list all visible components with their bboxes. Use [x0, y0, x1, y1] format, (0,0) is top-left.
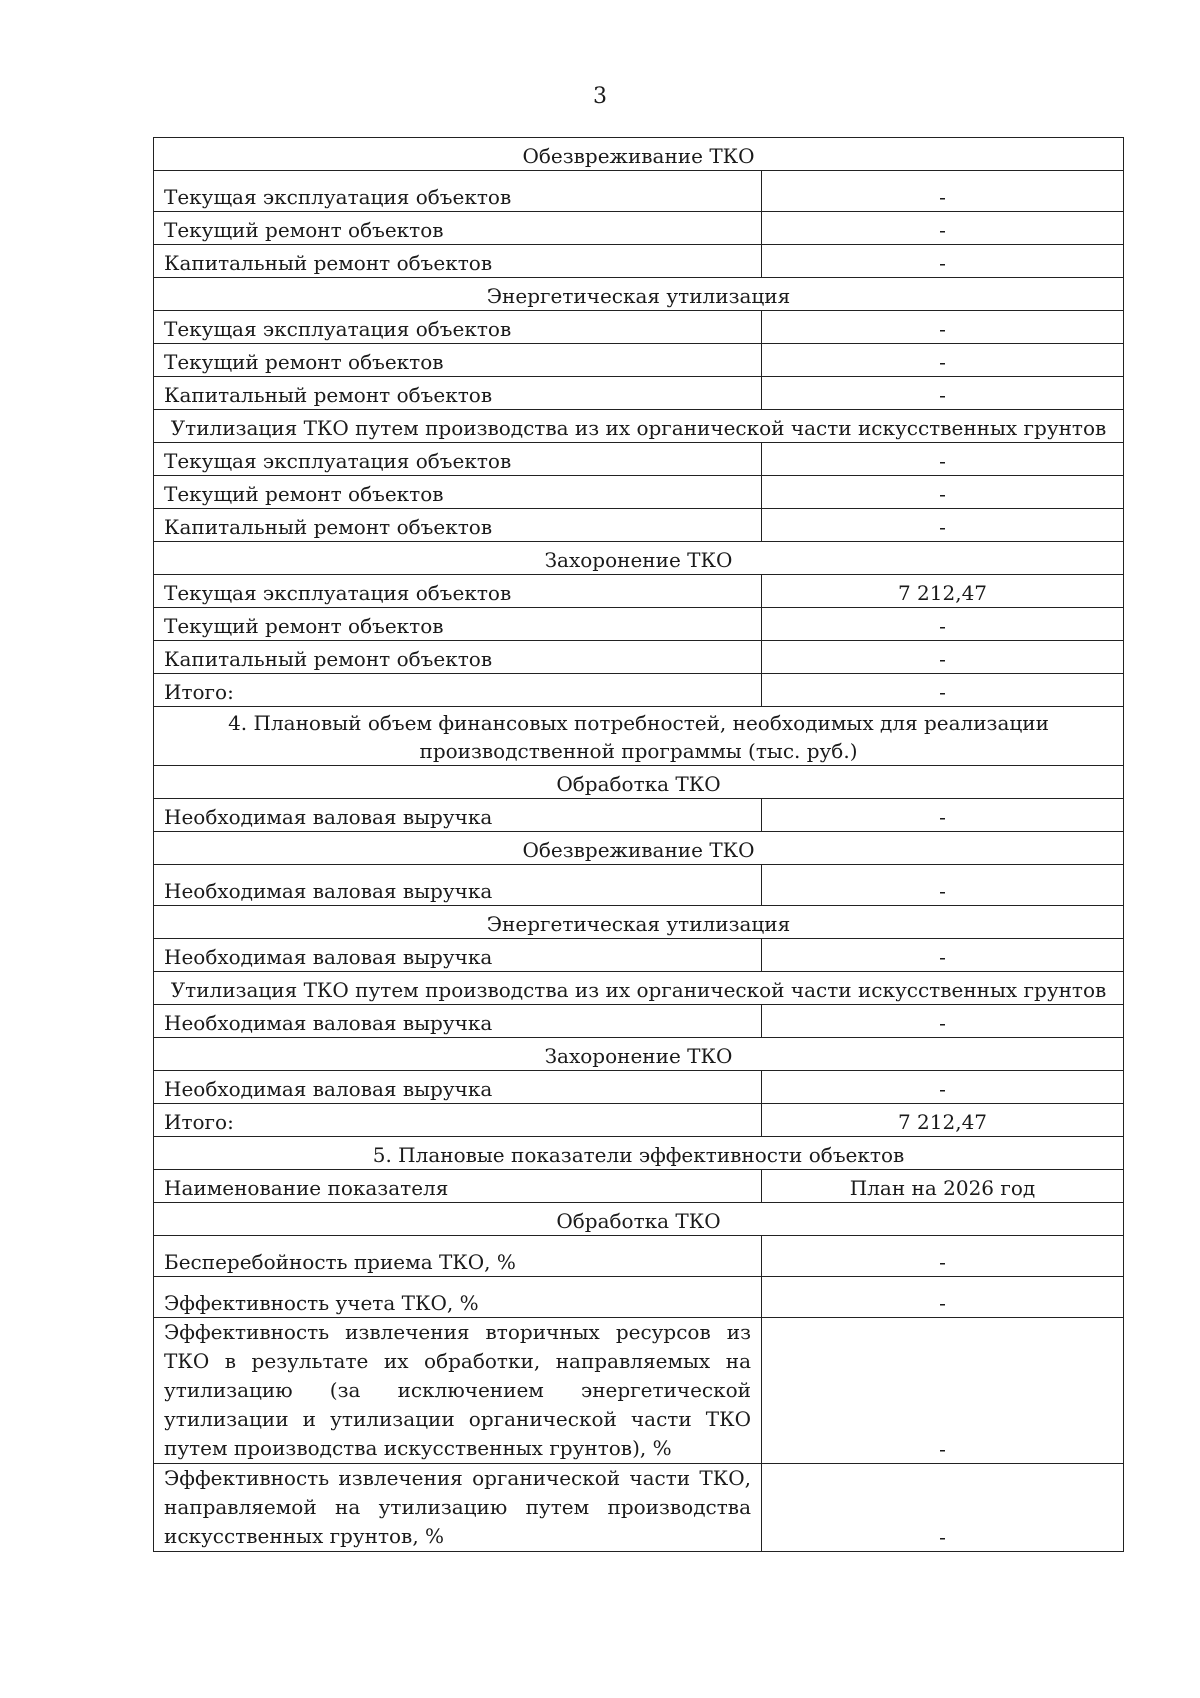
section-row — [154, 1038, 1124, 1071]
column-header-row — [154, 1170, 1124, 1203]
section-row — [154, 766, 1124, 799]
row-value: - — [762, 865, 1124, 906]
table-row — [154, 1071, 1124, 1104]
section-title-neutralization: Обезвреживание ТКО — [154, 832, 1124, 865]
section-row — [154, 906, 1124, 939]
row-value: - — [762, 799, 1124, 832]
row-value: - — [762, 1277, 1124, 1318]
row-label: Текущая эксплуатация объектов — [154, 443, 762, 476]
table-row — [154, 212, 1124, 245]
table-row — [154, 641, 1124, 674]
section-title-burial: Захоронение ТКО — [154, 1038, 1124, 1071]
total-row — [154, 674, 1124, 707]
column-header-name: Наименование показателя — [154, 1170, 762, 1203]
total-label: Итого: — [154, 1104, 762, 1137]
table-row — [154, 476, 1124, 509]
table-row — [154, 939, 1124, 972]
row-label: Эффективность учета ТКО, % — [154, 1277, 762, 1318]
row-value: - — [762, 1005, 1124, 1038]
section-heading-4: 4. Плановый объем финансовых потребностей, необходимых для реализации производственной программы (тыс. руб.) — [154, 707, 1124, 766]
row-label: Текущая эксплуатация объектов — [154, 171, 762, 212]
row-value: - — [762, 939, 1124, 972]
row-value: - — [762, 245, 1124, 278]
section-row — [154, 1203, 1124, 1236]
section-title-burial: Захоронение ТКО — [154, 542, 1124, 575]
row-value: - — [762, 212, 1124, 245]
table-row — [154, 171, 1124, 212]
section-row — [154, 410, 1124, 443]
section-row — [154, 832, 1124, 865]
row-label: Текущая эксплуатация объектов — [154, 575, 762, 608]
row-label: Необходимая валовая выручка — [154, 1071, 762, 1104]
table-row — [154, 575, 1124, 608]
row-value: - — [762, 443, 1124, 476]
table-row — [154, 443, 1124, 476]
heading-row — [154, 1137, 1124, 1170]
row-value: - — [762, 641, 1124, 674]
row-label: Капитальный ремонт объектов — [154, 245, 762, 278]
total-row — [154, 1104, 1124, 1137]
table-row — [154, 509, 1124, 542]
table-row — [154, 1464, 1124, 1552]
heading-row — [154, 707, 1124, 766]
table-row — [154, 1318, 1124, 1464]
row-label: Капитальный ремонт объектов — [154, 641, 762, 674]
row-label: Капитальный ремонт объектов — [154, 509, 762, 542]
table-row — [154, 377, 1124, 410]
table-row — [154, 608, 1124, 641]
row-value: - — [762, 1071, 1124, 1104]
row-label: Бесперебойность приема ТКО, % — [154, 1236, 762, 1277]
row-label: Текущий ремонт объектов — [154, 608, 762, 641]
section-title-processing: Обработка ТКО — [154, 1203, 1124, 1236]
table-row — [154, 1005, 1124, 1038]
section-row — [154, 972, 1124, 1005]
row-label: Необходимая валовая выручка — [154, 939, 762, 972]
row-value: - — [762, 377, 1124, 410]
row-value: - — [762, 1318, 1124, 1464]
production-program-table — [153, 137, 1124, 1552]
row-label: Эффективность извлечения вторичных ресурсов из ТКО в результате их обработки, направляемых на утилизацию (за исключением энергетической утилизации и утилизации органической части ТКО путем производства искусственных грунтов), % — [154, 1318, 762, 1464]
section-row — [154, 278, 1124, 311]
row-label: Необходимая валовая выручка — [154, 1005, 762, 1038]
row-value: 7 212,47 — [762, 575, 1124, 608]
row-value: - — [762, 344, 1124, 377]
table-row — [154, 311, 1124, 344]
section-title-energy-utilization: Энергетическая утилизация — [154, 906, 1124, 939]
row-label: Текущая эксплуатация объектов — [154, 311, 762, 344]
row-value: - — [762, 171, 1124, 212]
row-label: Текущий ремонт объектов — [154, 476, 762, 509]
row-value: - — [762, 608, 1124, 641]
row-value: - — [762, 311, 1124, 344]
row-value: - — [762, 1236, 1124, 1277]
row-value: - — [762, 1464, 1124, 1552]
total-label: Итого: — [154, 674, 762, 707]
table-row — [154, 865, 1124, 906]
column-header-plan: План на 2026 год — [762, 1170, 1124, 1203]
table-row — [154, 344, 1124, 377]
row-label: Необходимая валовая выручка — [154, 865, 762, 906]
section-title-artificial-soil: Утилизация ТКО путем производства из их органической части искусственных грунтов — [154, 410, 1124, 443]
page-number: 3 — [593, 84, 607, 109]
row-value: - — [762, 476, 1124, 509]
table-row — [154, 799, 1124, 832]
total-value: - — [762, 674, 1124, 707]
row-value: - — [762, 509, 1124, 542]
section-title-processing: Обработка ТКО — [154, 766, 1124, 799]
section-title-artificial-soil: Утилизация ТКО путем производства из их органической части искусственных грунтов — [154, 972, 1124, 1005]
row-label: Капитальный ремонт объектов — [154, 377, 762, 410]
section-title-neutralization: Обезвреживание ТКО — [154, 138, 1124, 171]
table-row — [154, 1236, 1124, 1277]
row-label: Текущий ремонт объектов — [154, 344, 762, 377]
section-row — [154, 138, 1124, 171]
row-label: Эффективность извлечения органической части ТКО, направляемой на утилизацию путем производства искусственных грунтов, % — [154, 1464, 762, 1552]
table-row — [154, 1277, 1124, 1318]
section-row — [154, 542, 1124, 575]
total-value: 7 212,47 — [762, 1104, 1124, 1137]
section-title-energy-utilization: Энергетическая утилизация — [154, 278, 1124, 311]
section-heading-5: 5. Плановые показатели эффективности объектов — [154, 1137, 1124, 1170]
row-label: Необходимая валовая выручка — [154, 799, 762, 832]
row-label: Текущий ремонт объектов — [154, 212, 762, 245]
table-row — [154, 245, 1124, 278]
